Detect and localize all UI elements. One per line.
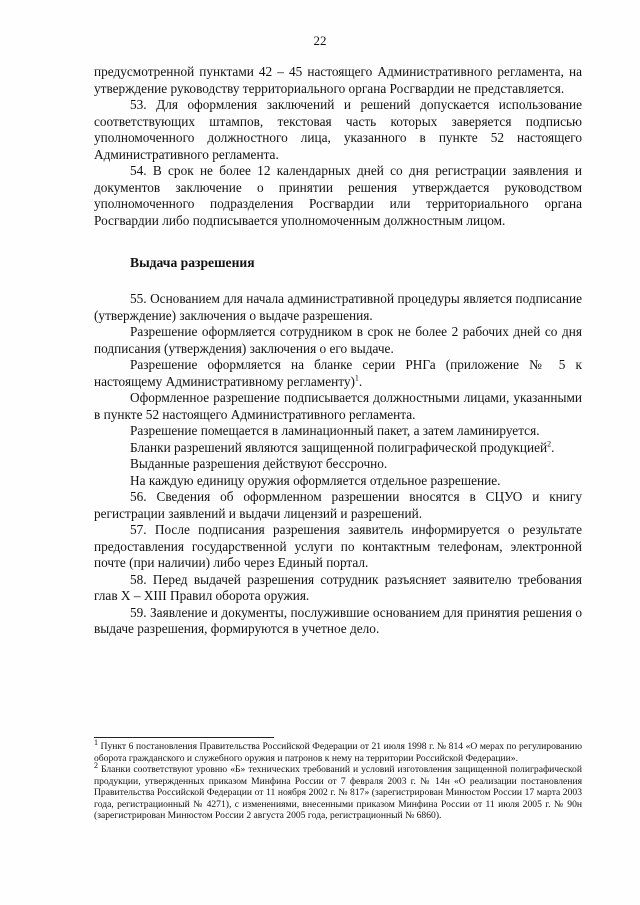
- paragraph-continuation: предусмотренной пунктами 42 – 45 настоящего Административного регламента, на утверждение руководству территориального органа Росгвардии не представляется.: [94, 64, 582, 96]
- paragraph-55-term: Разрешение оформляется сотрудником в срок не более 2 рабочих дней со дня подписания (утверждения) заключения о его выдаче.: [94, 324, 582, 356]
- page-number: 22: [313, 33, 327, 48]
- paragraph-55-validity: Выданные разрешения действуют бессрочно.: [130, 456, 388, 471]
- footnote-ref-1: 1: [354, 373, 359, 383]
- footnotes: [94, 737, 582, 822]
- paragraph-55-forms-end: .: [551, 439, 555, 455]
- section-heading: Выдача разрешения: [130, 255, 255, 270]
- footnote-2-text: Бланки соответствуют уровню «Б» технических требований и условий изготовления защищенной полиграфической продукции, утвержденных приказом Минфина России от 7 февраля 2003 г. № 14н «О реализации постановления Правительства Российской Федерации от 11 ноября 2002 г. № 817» (зарегистрирован Минюстом России 17 марта 2003 года, регистрационный № 4271), с изменениями, внесенными приказом Минфина России от 11 июля 2005 г. № 90н (зарегистрирован Минюстом России 2 августа 2005 года, регистрационный № 6860).: [94, 764, 582, 821]
- footnote-2: [94, 760, 582, 822]
- paragraph-55: 55. Основанием для начала административной процедуры является подписание (утверждение) заключения о выдаче разрешения.: [94, 291, 582, 323]
- paragraph-58: 58. Перед выдачей разрешения сотрудник разъясняет заявителю требования глав X – XIII Правил оборота оружия.: [94, 571, 582, 603]
- footnote-1-text: Пункт 6 постановления Правительства Российской Федерации от 21 июля 1998 г. № 814 «О мерах по регулированию оборота гражданского и служебного оружия и патронов к нему на территории Российской Федерации».: [94, 741, 582, 764]
- document-body: [94, 64, 582, 638]
- paragraph-57: 57. После подписания разрешения заявитель информируется о результате предоставления государственной услуги по контактным телефонам, электронной почте (при наличии) либо через Единый портал.: [94, 522, 582, 570]
- paragraph-53: 53. Для оформления заключений и решений допускается использование соответствующих штампов, текстовая часть которых заверяется подписью уполномоченного должностного лица, указанного в пункте 52 настоящего Административного регламента.: [94, 97, 582, 162]
- paragraph-55-signed: Оформленное разрешение подписывается должностными лицами, указанными в пункте 52 настоящего Административного регламента.: [94, 390, 582, 422]
- paragraph-55-blank-end: .: [358, 373, 363, 389]
- paragraph-55-blank: [94, 357, 582, 390]
- paragraph-55-forms: [94, 440, 582, 457]
- footnote-ref-2: 2: [547, 439, 552, 449]
- footnote-2-mark: 2: [94, 760, 98, 770]
- paragraph-55-lamination: Разрешение помещается в ламинационный пакет, а затем ламинируется.: [130, 423, 540, 438]
- paragraph-54: 54. В срок не более 12 календарных дней со дня регистрации заявления и документов заключение о принятии решения утверждается руководством уполномоченного подразделения Росгвардии или территориального органа Росгвардии либо подписывается уполномоченным должностным лицом.: [94, 163, 582, 228]
- footnote-1: [94, 737, 582, 764]
- paragraph-55-each-unit: На каждую единицу оружия оформляется отдельное разрешение.: [130, 472, 501, 488]
- footnote-1-mark: 1: [94, 737, 98, 747]
- paragraph-56: 56. Сведения об оформленном разрешении вносятся в СЦУО и книгу регистрации заявлений и выдачи лицензий и разрешений.: [94, 489, 582, 521]
- paragraph-55-forms-text: Бланки разрешений являются защищенной полиграфической продукцией: [130, 439, 548, 455]
- paragraph-55-blank-text: Разрешение оформляется на бланке серии РНГа (приложение № 5 к настоящему Административному регламенту): [94, 357, 582, 389]
- footnote-divider: [94, 737, 274, 738]
- paragraph-59: 59. Заявление и документы, послужившие основанием для принятия решения о выдаче разрешения, формируются в учетное дело.: [94, 604, 582, 636]
